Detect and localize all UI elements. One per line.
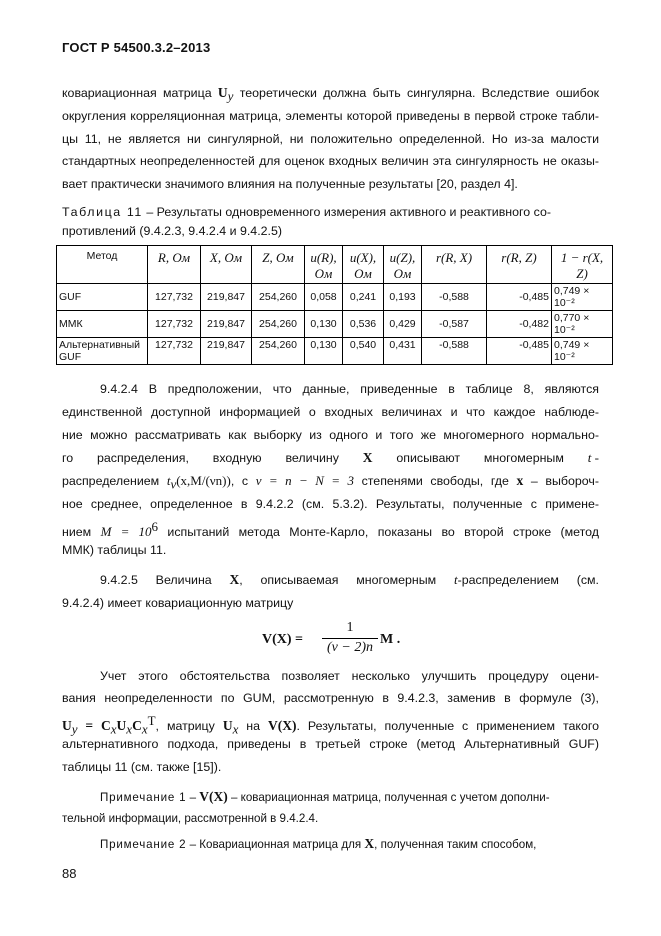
math-subscript: y <box>227 88 234 104</box>
table-cell: -0,587 <box>422 311 487 338</box>
math-expression: M = 10 <box>100 524 152 540</box>
table-cell: 0,429 <box>384 311 422 338</box>
table-cell: 219,847 <box>201 338 252 365</box>
table-cell: 0,431 <box>384 338 422 365</box>
table-cell: 0,130 <box>305 338 343 365</box>
table-header-row <box>57 246 613 284</box>
table-cell: -0,588 <box>422 284 487 311</box>
note-label: Примечание 2 <box>100 838 187 851</box>
math-superscript: 6 <box>151 519 159 534</box>
math-expression: ν = n − N = 3 <box>255 473 354 488</box>
text-line: вает практически значимого влияния на полученные результаты [20, раздел 4]. <box>62 177 518 191</box>
header-cell: Метод <box>57 246 148 284</box>
table-row <box>57 338 613 365</box>
math-symbol: X <box>362 450 373 465</box>
text-line: округления корреляционная матрица, элементы которой приведены в первой строке табли- <box>62 109 599 123</box>
table-cell: 127,732 <box>148 311 201 338</box>
text-line: таблицы 11 (см. также [15]). <box>62 760 222 774</box>
table-cell: 0,536 <box>343 311 384 338</box>
formula-lhs: V(X) = <box>262 632 304 647</box>
formula-rhs: M . <box>380 632 401 647</box>
table-cell: 254,260 <box>252 284 305 311</box>
results-table <box>56 245 613 365</box>
table-cell: -0,485 <box>487 338 552 365</box>
table-cell: 0,130 <box>305 311 343 338</box>
note-1-cont: тельной информации, рассмотренной в 9.4.2.4. <box>62 812 319 825</box>
header-cell: u(R), Ом <box>305 246 343 284</box>
table-cell: -0,588 <box>422 338 487 365</box>
header-cell: 1 − r(X, Z) <box>552 246 613 284</box>
text-line: 9.4.2.4) имеет ковариационную матрицу <box>62 596 294 610</box>
header-cell: X, Ом <box>201 246 252 284</box>
text-fragment: описывают <box>396 451 461 465</box>
table-cell: 127,732 <box>148 338 201 365</box>
text-fragment: ковариационная матрица <box>62 86 218 100</box>
text-line: единственной доступной информацией о входных величинах и что каждое наблюде- <box>62 405 599 419</box>
math-expression: (x,M/(νn)) <box>176 473 231 488</box>
table-caption-cont: противлений (9.4.2.3, 9.4.2.4 и 9.4.2.5) <box>62 224 282 238</box>
math-symbol: t <box>166 473 171 488</box>
table-cell: 219,847 <box>201 284 252 311</box>
table-cell: 127,732 <box>148 284 201 311</box>
note-2: Примечание 2 – Ковариационная матрица для X, полученная таким способом, <box>100 836 537 851</box>
table-cell: 0,749 × 10⁻² <box>552 284 613 311</box>
header-cell: R, Ом <box>148 246 201 284</box>
note-1: Примечание 1 – V(X) – ковариационная матрица, полученная с учетом дополни- <box>100 789 550 804</box>
table-cell: 0,193 <box>384 284 422 311</box>
text-line: Учет этого обстоятельства позволяет несколько улучшить процедуру оцени- <box>100 669 599 683</box>
note-label: Примечание 1 <box>100 791 187 804</box>
page-number: 88 <box>62 866 77 881</box>
table-cell: -0,485 <box>487 284 552 311</box>
text-fragment: распределения, <box>96 451 189 465</box>
text-line <box>62 450 599 466</box>
math-symbol: X <box>229 572 240 587</box>
text-line: 9.4.2.4 В предположении, что данные, приведенные в таблице 8, являются <box>100 382 599 396</box>
text-line: альтернативного подхода, приведены в третьей строке (метод Альтернативный GUF) <box>62 737 599 751</box>
text-fragment: величину <box>285 451 339 465</box>
formula-numerator: 1 <box>346 620 354 635</box>
table-cell: 0,749 × 10⁻² <box>552 338 613 365</box>
text-line: ние можно рассматривать как выборку из одного и того же многомерного нормально- <box>62 428 599 442</box>
math-symbol: U <box>217 85 228 100</box>
text-line: ММК) таблицы 11. <box>62 543 167 557</box>
table-cell: 0,540 <box>343 338 384 365</box>
table-row <box>57 284 613 311</box>
table-cell: 0,770 × 10⁻² <box>552 311 613 338</box>
table-cell: Альтернативный GUF <box>57 338 148 365</box>
text-line: распределением $t_\nu(x,M/(\nu n))$, с ν = n − N = 3 степенями свободы, где x – выбороч- <box>62 473 599 492</box>
table-cell: ММК <box>57 311 148 338</box>
header-cell: Z, Ом <box>252 246 305 284</box>
math-symbol: x <box>516 473 524 488</box>
text-line: цы 11, не является ни сингулярной, ни положительно определенной. Но из-за малости <box>62 132 599 146</box>
table-cell: -0,482 <box>487 311 552 338</box>
table-cell: 0,241 <box>343 284 384 311</box>
document-header: ГОСТ Р 54500.3.2–2013 <box>62 40 211 55</box>
math-symbol: X <box>364 836 375 851</box>
text-line: 9.4.2.5 Величина X, описываемая многомерным t-распределением (см. <box>100 572 599 587</box>
text-line: вания неопределенности по GUM, рассмотренную в 9.4.2.3, заменив в формуле (3), <box>62 691 599 705</box>
text-line: $U_y = C_xU_xC_x^T$, матрицу $U_x$ на V(X). Результаты, полученные с применением такого <box>62 713 599 737</box>
text-fragment: го <box>62 451 74 465</box>
text-line <box>62 85 599 104</box>
table-cell: 254,260 <box>252 311 305 338</box>
table-cell: GUF <box>57 284 148 311</box>
text-fragment: входную <box>212 451 262 465</box>
header-cell: u(Z), Ом <box>384 246 422 284</box>
math-symbol: t - <box>587 450 599 465</box>
math-symbol: V(X) <box>199 789 228 804</box>
header-cell: r(R, X) <box>422 246 487 284</box>
table-row <box>57 311 613 338</box>
text-line: нием $M = 10^6$ испытаний метода Монте-Карло, показаны во второй строке (метод <box>62 519 599 540</box>
text-fragment: многомерным <box>483 451 564 465</box>
text-line: ное среднее, определенное в 9.4.2.2 (см. 5.3.2). Результаты, полученные с примене- <box>62 497 599 511</box>
table-cell: 219,847 <box>201 311 252 338</box>
header-cell: r(R, Z) <box>487 246 552 284</box>
table-cell: 0,058 <box>305 284 343 311</box>
formula-denominator: (ν − 2)n <box>327 640 373 655</box>
header-cell: u(X), Ом <box>343 246 384 284</box>
table-caption <box>62 203 599 222</box>
caption-text: – Результаты одновременного измерения активного и реактивного со- <box>142 205 551 219</box>
table-label: Таблица 11 <box>62 205 143 219</box>
text-line: стандартных неопределенностей для оценок входных величин эта сингулярность не оказы- <box>62 154 599 168</box>
table-cell: 254,260 <box>252 338 305 365</box>
math-symbol: t <box>453 572 458 587</box>
text-fragment: теоретически должна быть сингулярна. Вследствие ошибок <box>233 86 600 100</box>
